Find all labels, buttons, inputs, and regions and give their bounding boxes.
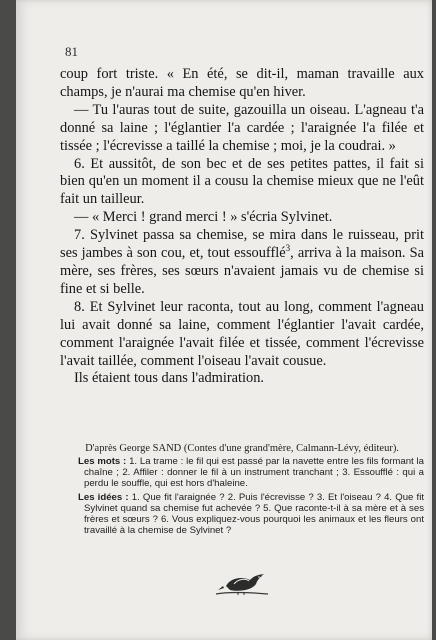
- notes-words: [78, 456, 424, 490]
- story-text: [60, 66, 424, 388]
- paragraph: 6. Et aussitôt, de son bec et de ses petites pattes, il fait si bien qu'en un moment il a cousu la chemise mieux que ne l'eût fait un tailleur.: [60, 155, 424, 208]
- paragraph: — Tu l'auras tout de suite, gazouilla un oiseau. L'agneau t'a donné sa laine ; l'églantier l'a cardée ; l'araignée l'a filée et tissée ; l'écrevisse a taillé la chemise ; moi, je la coudrai. »: [60, 101, 424, 154]
- bird-vignette-icon: [212, 548, 272, 608]
- paragraph: 8. Et Sylvinet leur raconta, tout au long, comment l'agneau lui avait donné sa laine, comment l'églantier l'avait cardée, comment l'araignée l'avait filée et tissée, comment l'écrevisse l'avait taillée, comment l'oiseau l'avait cousue.: [60, 298, 424, 369]
- footnote-ref: 3: [285, 243, 291, 254]
- paragraph: coup fort triste. « En été, se dit-il, maman travaille aux champs, je n'aurai ma chemise qu'en hiver.: [60, 66, 424, 100]
- notes-words-text: 1. La trame : le fil qui est passé par la navette entre les fils formant la chaîne ; 2. Affiler : donner le fil à un instrument tranchant ; 3. Essoufflé : qui a perdu le souffle, qui est hors d'haleine.: [84, 456, 424, 490]
- paragraph-7: [60, 227, 424, 299]
- paragraph-text: 7. Sylvinet passa sa chemise, se mira dans le ruisseau, prit ses jambes à son cou, et, tout essoufflé: [60, 227, 424, 262]
- paragraph: — « Merci ! grand merci ! » s'écria Sylvinet.: [74, 209, 333, 226]
- paragraph: Ils étaient tous dans l'admiration.: [74, 370, 265, 387]
- paragraph-text-continued: , arriva à la maison. Sa mère, ses frères, ses sœurs n'avaient jamais vu de chemise si fine et si belle.: [60, 245, 424, 297]
- notes-ideas: [78, 492, 424, 537]
- page-number: 81: [65, 44, 78, 59]
- notes-section: [78, 456, 424, 538]
- book-page: [16, 0, 432, 640]
- notes-ideas-text: 1. Que fit l'araignée ? 2. Puis l'écrevisse ? 3. Et l'oiseau ? 4. Que fit Sylvinet quand sa chemise fut achevée ? 5. Que raconte-t-il à sa mère et à ses frères et sœurs ? 6. Vous expliquez-vous pourquoi les animaux et les fleurs ont travaillé à la chemise de Sylvinet ?: [84, 491, 424, 537]
- notes-ideas-label: Les idées :: [78, 491, 129, 503]
- notes-words-label: Les mots :: [78, 456, 127, 467]
- source-citation: D'après George SAND (Contes d'une grand'mère, Calmann-Lévy, éditeur).: [85, 443, 399, 454]
